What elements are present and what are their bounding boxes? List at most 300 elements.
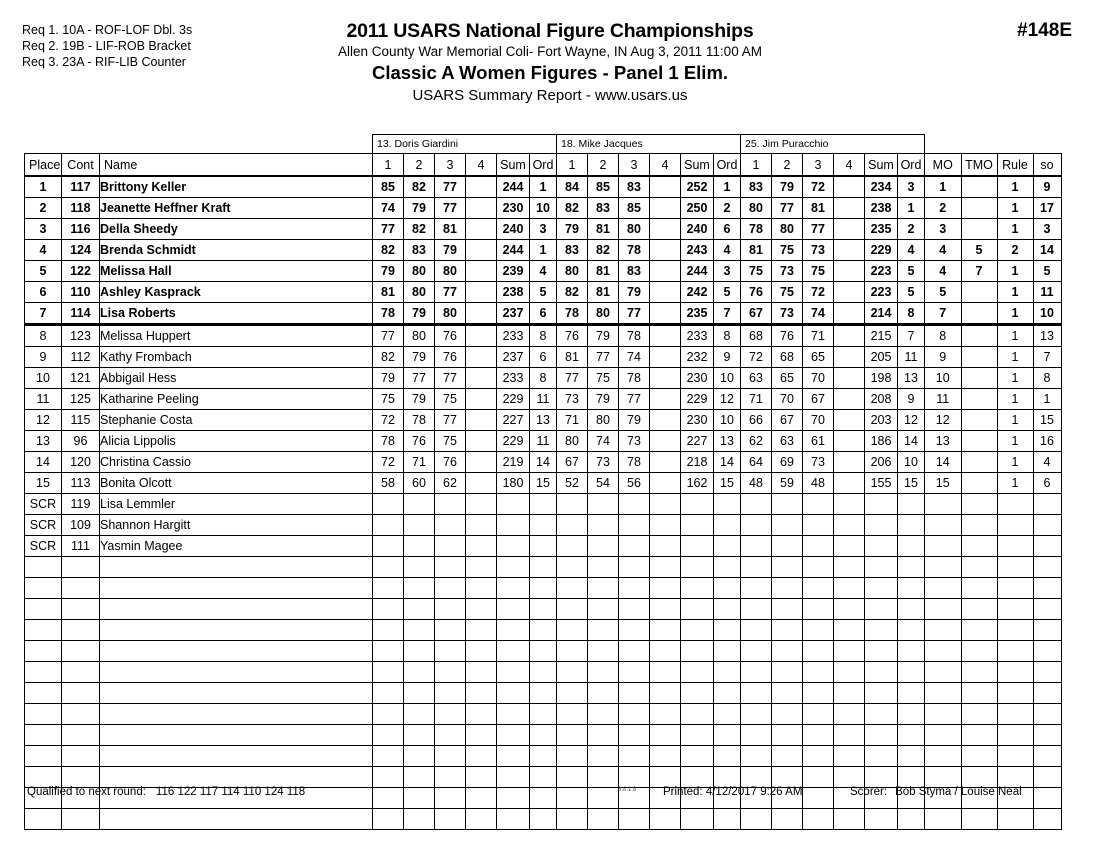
cell-place: 1	[25, 176, 62, 198]
cell-figure-score	[373, 578, 404, 599]
table-row	[25, 494, 1062, 515]
column-header-sum: Sum	[681, 154, 714, 177]
cell-figure-score: 63	[741, 368, 772, 389]
cell-tmo	[961, 494, 997, 515]
column-header-name: Name	[100, 154, 373, 177]
cell-judge-sum: 237	[497, 303, 530, 325]
cell-figure-score	[741, 536, 772, 557]
cell-figure-score	[650, 410, 681, 431]
cell-figure-score	[741, 746, 772, 767]
cell-figure-score	[803, 620, 834, 641]
cell-judge-sum	[497, 788, 530, 809]
cell-figure-score	[650, 515, 681, 536]
cell-figure-score	[619, 809, 650, 830]
cell-figure-score: 72	[803, 176, 834, 198]
cell-rule: 1	[997, 176, 1033, 198]
cell-tmo	[961, 515, 997, 536]
cell-rule: 1	[997, 261, 1033, 282]
cell-tmo	[961, 746, 997, 767]
cell-place: 12	[25, 410, 62, 431]
cell-tmo: 7	[961, 261, 997, 282]
column-header-cont: Cont	[62, 154, 100, 177]
cell-figure-score	[741, 725, 772, 746]
cell-figure-score	[557, 578, 588, 599]
cell-figure-score: 64	[741, 452, 772, 473]
cell-figure-score	[650, 599, 681, 620]
cell-so	[1033, 515, 1061, 536]
cell-judge-sum	[497, 515, 530, 536]
cell-figure-score: 79	[404, 389, 435, 410]
cell-figure-score: 78	[373, 303, 404, 325]
cell-so: 3	[1033, 219, 1061, 240]
cell-skater-name: Melissa Huppert	[100, 325, 373, 347]
cell-figure-score	[557, 494, 588, 515]
cell-judge-sum: 227	[497, 410, 530, 431]
cell-figure-score: 79	[404, 303, 435, 325]
cell-figure-score: 73	[619, 431, 650, 452]
cell-figure-score: 75	[373, 389, 404, 410]
cell-figure-score: 73	[588, 452, 619, 473]
cell-judge-ordinal: 11	[530, 431, 557, 452]
qualified-list: 116 122 117 114 110 124 118	[155, 786, 306, 798]
cell-contestant-number: 123	[62, 325, 100, 347]
cell-rule: 1	[997, 325, 1033, 347]
cell-judge-ordinal	[714, 641, 741, 662]
cell-rule: 1	[997, 219, 1033, 240]
cell-figure-score: 82	[404, 176, 435, 198]
cell-contestant-number: 111	[62, 536, 100, 557]
cell-figure-score	[650, 746, 681, 767]
cell-judge-sum: 238	[865, 198, 898, 219]
cell-figure-score	[466, 683, 497, 704]
cell-figure-score	[650, 809, 681, 830]
cell-mo	[925, 662, 962, 683]
cell-mo	[925, 725, 962, 746]
cell-figure-score	[834, 473, 865, 494]
printed-label: Printed:	[663, 786, 703, 798]
cell-figure-score	[466, 347, 497, 368]
requirement-line: Req 1. 10A - ROF-LOF Dbl. 3s	[22, 23, 193, 37]
cell-figure-score: 81	[588, 219, 619, 240]
cell-skater-name	[100, 746, 373, 767]
cell-figure-score	[373, 746, 404, 767]
cell-figure-score: 82	[557, 198, 588, 219]
cell-figure-score: 78	[619, 325, 650, 347]
qualified-note	[27, 786, 305, 798]
table-row	[25, 515, 1062, 536]
cell-skater-name: Abbigail Hess	[100, 368, 373, 389]
cell-figure-score: 76	[435, 452, 466, 473]
cell-tmo	[961, 725, 997, 746]
cell-figure-score	[834, 515, 865, 536]
cell-mo: 2	[925, 198, 962, 219]
cell-figure-score	[404, 683, 435, 704]
cell-figure-score	[619, 536, 650, 557]
cell-figure-score	[619, 725, 650, 746]
cell-figure-score	[741, 809, 772, 830]
cell-skater-name: Shannon Hargitt	[100, 515, 373, 536]
cell-tmo	[961, 620, 997, 641]
column-header-sum: Sum	[865, 154, 898, 177]
cell-judge-sum	[497, 641, 530, 662]
cell-place	[25, 578, 62, 599]
cell-contestant-number	[62, 767, 100, 788]
cell-rule: 1	[997, 431, 1033, 452]
cell-figure-score	[650, 704, 681, 725]
cell-contestant-number	[62, 578, 100, 599]
cell-judge-ordinal	[898, 746, 925, 767]
cell-figure-score: 73	[557, 389, 588, 410]
cell-figure-score	[466, 452, 497, 473]
cell-judge-sum: 250	[681, 198, 714, 219]
cell-figure-score: 63	[772, 431, 803, 452]
cell-skater-name: Lisa Roberts	[100, 303, 373, 325]
cell-skater-name	[100, 767, 373, 788]
cell-judge-ordinal: 13	[898, 368, 925, 389]
cell-figure-score	[741, 704, 772, 725]
cell-figure-score: 77	[557, 368, 588, 389]
cell-rule	[997, 662, 1033, 683]
cell-figure-score	[834, 368, 865, 389]
requirements-list	[22, 22, 192, 70]
cell-figure-score	[650, 431, 681, 452]
cell-figure-score: 58	[373, 473, 404, 494]
cell-judge-ordinal	[530, 494, 557, 515]
cell-place: SCR	[25, 515, 62, 536]
cell-place: 5	[25, 261, 62, 282]
cell-figure-score	[588, 536, 619, 557]
table-row	[25, 198, 1062, 219]
event-number: #148E	[1017, 20, 1072, 41]
cell-figure-score: 82	[404, 219, 435, 240]
cell-figure-score	[557, 515, 588, 536]
cell-figure-score: 77	[435, 368, 466, 389]
cell-tmo	[961, 578, 997, 599]
cell-contestant-number	[62, 662, 100, 683]
cell-judge-sum	[865, 704, 898, 725]
cell-judge-sum	[497, 557, 530, 578]
cell-figure-score: 74	[619, 347, 650, 368]
cell-figure-score: 78	[557, 303, 588, 325]
cell-judge-ordinal	[898, 809, 925, 830]
cell-judge-ordinal: 9	[898, 389, 925, 410]
cell-tmo	[961, 452, 997, 473]
requirement-line: Req 2. 19B - LIF-ROB Bracket	[22, 39, 191, 53]
cell-place: 6	[25, 282, 62, 303]
cell-rule	[997, 704, 1033, 725]
cell-figure-score	[619, 662, 650, 683]
cell-so: 1	[1033, 389, 1061, 410]
cell-figure-score: 71	[741, 389, 772, 410]
judge-band-spacer	[961, 135, 997, 154]
cell-judge-ordinal: 12	[714, 389, 741, 410]
cell-figure-score: 80	[619, 219, 650, 240]
cell-skater-name	[100, 704, 373, 725]
cell-so	[1033, 641, 1061, 662]
cell-judge-sum: 233	[681, 325, 714, 347]
cell-rule: 1	[997, 473, 1033, 494]
cell-figure-score: 71	[803, 325, 834, 347]
column-header-figure-1: 1	[373, 154, 404, 177]
cell-figure-score: 80	[435, 303, 466, 325]
cell-so	[1033, 704, 1061, 725]
cell-place: 8	[25, 325, 62, 347]
cell-judge-ordinal: 7	[898, 325, 925, 347]
cell-figure-score	[557, 683, 588, 704]
cell-judge-ordinal: 10	[530, 198, 557, 219]
cell-judge-sum	[865, 725, 898, 746]
event-venue: Allen County War Memorial Coli- Fort Wayne, IN Aug 3, 2011 11:00 AM	[338, 44, 762, 59]
cell-figure-score: 77	[772, 198, 803, 219]
cell-judge-sum	[681, 746, 714, 767]
cell-figure-score	[772, 662, 803, 683]
cell-figure-score	[404, 515, 435, 536]
cell-rule: 1	[997, 303, 1033, 325]
cell-judge-ordinal: 5	[898, 282, 925, 303]
cell-figure-score: 82	[588, 240, 619, 261]
cell-so	[1033, 494, 1061, 515]
cell-figure-score	[741, 578, 772, 599]
cell-figure-score: 82	[373, 347, 404, 368]
cell-place: 11	[25, 389, 62, 410]
column-header-rule: Rule	[997, 154, 1033, 177]
cell-figure-score: 79	[373, 368, 404, 389]
cell-skater-name: Della Sheedy	[100, 219, 373, 240]
cell-judge-ordinal: 15	[530, 473, 557, 494]
cell-figure-score	[741, 515, 772, 536]
cell-mo: 12	[925, 410, 962, 431]
cell-figure-score	[772, 809, 803, 830]
cell-tmo	[961, 809, 997, 830]
score-table-container	[24, 134, 1062, 830]
cell-figure-score: 52	[557, 473, 588, 494]
cell-figure-score	[404, 578, 435, 599]
cell-figure-score: 83	[619, 261, 650, 282]
cell-figure-score: 77	[619, 389, 650, 410]
cell-figure-score: 75	[803, 261, 834, 282]
cell-so: 11	[1033, 282, 1061, 303]
cell-judge-ordinal: 1	[530, 176, 557, 198]
cell-figure-score: 71	[557, 410, 588, 431]
cell-judge-ordinal	[530, 578, 557, 599]
cell-rule	[997, 683, 1033, 704]
cell-tmo	[961, 389, 997, 410]
cell-figure-score	[466, 578, 497, 599]
cell-contestant-number	[62, 557, 100, 578]
cell-judge-ordinal	[898, 578, 925, 599]
cell-judge-ordinal: 14	[714, 452, 741, 473]
cell-mo: 1	[925, 176, 962, 198]
cell-figure-score	[803, 725, 834, 746]
cell-judge-sum	[497, 704, 530, 725]
cell-judge-ordinal	[530, 725, 557, 746]
cell-judge-sum	[681, 536, 714, 557]
cell-judge-ordinal	[898, 515, 925, 536]
cell-figure-score	[373, 683, 404, 704]
cell-rule	[997, 599, 1033, 620]
cell-skater-name: Melissa Hall	[100, 261, 373, 282]
cell-place	[25, 725, 62, 746]
cell-figure-score: 68	[772, 347, 803, 368]
cell-rule: 1	[997, 368, 1033, 389]
cell-judge-ordinal	[898, 725, 925, 746]
cell-judge-ordinal: 11	[530, 389, 557, 410]
cell-figure-score: 80	[588, 410, 619, 431]
cell-judge-sum: 214	[865, 303, 898, 325]
cell-judge-ordinal: 10	[714, 368, 741, 389]
table-row	[25, 325, 1062, 347]
cell-figure-score	[650, 389, 681, 410]
cell-mo: 9	[925, 347, 962, 368]
cell-judge-ordinal	[714, 683, 741, 704]
cell-figure-score	[466, 431, 497, 452]
cell-so	[1033, 557, 1061, 578]
cell-so: 14	[1033, 240, 1061, 261]
cell-judge-ordinal	[898, 662, 925, 683]
cell-figure-score: 83	[619, 176, 650, 198]
cell-figure-score	[834, 452, 865, 473]
cell-judge-sum: 198	[865, 368, 898, 389]
column-header-ord: Ord	[714, 154, 741, 177]
cell-figure-score	[435, 788, 466, 809]
cell-figure-score: 71	[404, 452, 435, 473]
cell-figure-score	[772, 620, 803, 641]
judge-band-spacer	[100, 135, 373, 154]
table-row	[25, 536, 1062, 557]
cell-so: 5	[1033, 261, 1061, 282]
cell-figure-score	[466, 662, 497, 683]
cell-judge-ordinal	[530, 746, 557, 767]
cell-figure-score: 69	[772, 452, 803, 473]
cell-figure-score	[834, 240, 865, 261]
cell-mo	[925, 599, 962, 620]
cell-judge-sum	[681, 809, 714, 830]
cell-skater-name	[100, 578, 373, 599]
cell-judge-ordinal: 11	[898, 347, 925, 368]
cell-figure-score: 75	[772, 282, 803, 303]
qualified-label: Qualified to next round:	[27, 786, 146, 798]
cell-figure-score	[741, 494, 772, 515]
cell-judge-ordinal	[898, 683, 925, 704]
cell-so: 15	[1033, 410, 1061, 431]
cell-figure-score: 65	[772, 368, 803, 389]
cell-judge-sum: 242	[681, 282, 714, 303]
cell-place: SCR	[25, 494, 62, 515]
cell-judge-ordinal	[898, 620, 925, 641]
cell-place: 7	[25, 303, 62, 325]
table-row-empty	[25, 809, 1062, 830]
judge-panel-row	[25, 135, 1062, 154]
cell-figure-score	[650, 368, 681, 389]
cell-contestant-number: 120	[62, 452, 100, 473]
cell-tmo	[961, 368, 997, 389]
cell-figure-score: 72	[803, 282, 834, 303]
cell-tmo	[961, 473, 997, 494]
cell-figure-score	[435, 641, 466, 662]
cell-figure-score	[650, 347, 681, 368]
cell-judge-ordinal	[898, 599, 925, 620]
cell-judge-ordinal: 3	[530, 219, 557, 240]
cell-judge-sum: 227	[681, 431, 714, 452]
table-row-empty	[25, 557, 1062, 578]
cell-judge-sum	[681, 578, 714, 599]
table-row-empty	[25, 704, 1062, 725]
cell-figure-score	[404, 704, 435, 725]
cell-figure-score	[834, 641, 865, 662]
table-row-empty	[25, 683, 1062, 704]
cell-rule	[997, 641, 1033, 662]
table-row-empty	[25, 767, 1062, 788]
cell-figure-score: 76	[404, 431, 435, 452]
cell-figure-score	[650, 452, 681, 473]
cell-tmo	[961, 431, 997, 452]
cell-judge-sum	[865, 809, 898, 830]
cell-so: 13	[1033, 325, 1061, 347]
cell-figure-score	[435, 536, 466, 557]
cell-figure-score: 72	[373, 410, 404, 431]
cell-figure-score	[650, 557, 681, 578]
cell-figure-score	[619, 704, 650, 725]
cell-figure-score: 75	[741, 261, 772, 282]
cell-figure-score	[588, 599, 619, 620]
cell-figure-score: 79	[588, 325, 619, 347]
cell-figure-score: 80	[557, 261, 588, 282]
cell-skater-name: Lisa Lemmler	[100, 494, 373, 515]
cell-judge-sum: 244	[497, 176, 530, 198]
cell-figure-score	[650, 198, 681, 219]
cell-figure-score: 81	[373, 282, 404, 303]
cell-figure-score: 73	[803, 452, 834, 473]
cell-figure-score: 78	[619, 368, 650, 389]
cell-figure-score: 66	[741, 410, 772, 431]
score-table	[24, 134, 1062, 830]
cell-figure-score	[404, 788, 435, 809]
cell-figure-score: 59	[772, 473, 803, 494]
cell-figure-score: 73	[772, 261, 803, 282]
cell-figure-score: 70	[803, 368, 834, 389]
cell-figure-score	[435, 704, 466, 725]
cell-judge-ordinal	[530, 662, 557, 683]
cell-skater-name: Christina Cassio	[100, 452, 373, 473]
cell-judge-sum	[497, 578, 530, 599]
cell-figure-score	[435, 494, 466, 515]
table-row-empty	[25, 662, 1062, 683]
cell-figure-score	[741, 557, 772, 578]
cell-tmo	[961, 282, 997, 303]
cell-contestant-number: 113	[62, 473, 100, 494]
cell-figure-score	[650, 494, 681, 515]
scorer-label: Scorer:	[850, 786, 888, 798]
cell-so: 7	[1033, 347, 1061, 368]
cell-judge-sum: 218	[681, 452, 714, 473]
table-row	[25, 410, 1062, 431]
cell-figure-score: 77	[435, 198, 466, 219]
cell-judge-sum	[497, 620, 530, 641]
cell-figure-score	[404, 746, 435, 767]
column-header-figure-3: 3	[803, 154, 834, 177]
cell-figure-score	[741, 662, 772, 683]
cell-figure-score	[834, 683, 865, 704]
column-header-figure-2: 2	[772, 154, 803, 177]
table-row	[25, 452, 1062, 473]
cell-figure-score	[373, 662, 404, 683]
cell-rule: 1	[997, 282, 1033, 303]
cell-so	[1033, 662, 1061, 683]
cell-judge-ordinal: 8	[714, 325, 741, 347]
cell-tmo	[961, 347, 997, 368]
cell-figure-score	[803, 557, 834, 578]
cell-place: 10	[25, 368, 62, 389]
